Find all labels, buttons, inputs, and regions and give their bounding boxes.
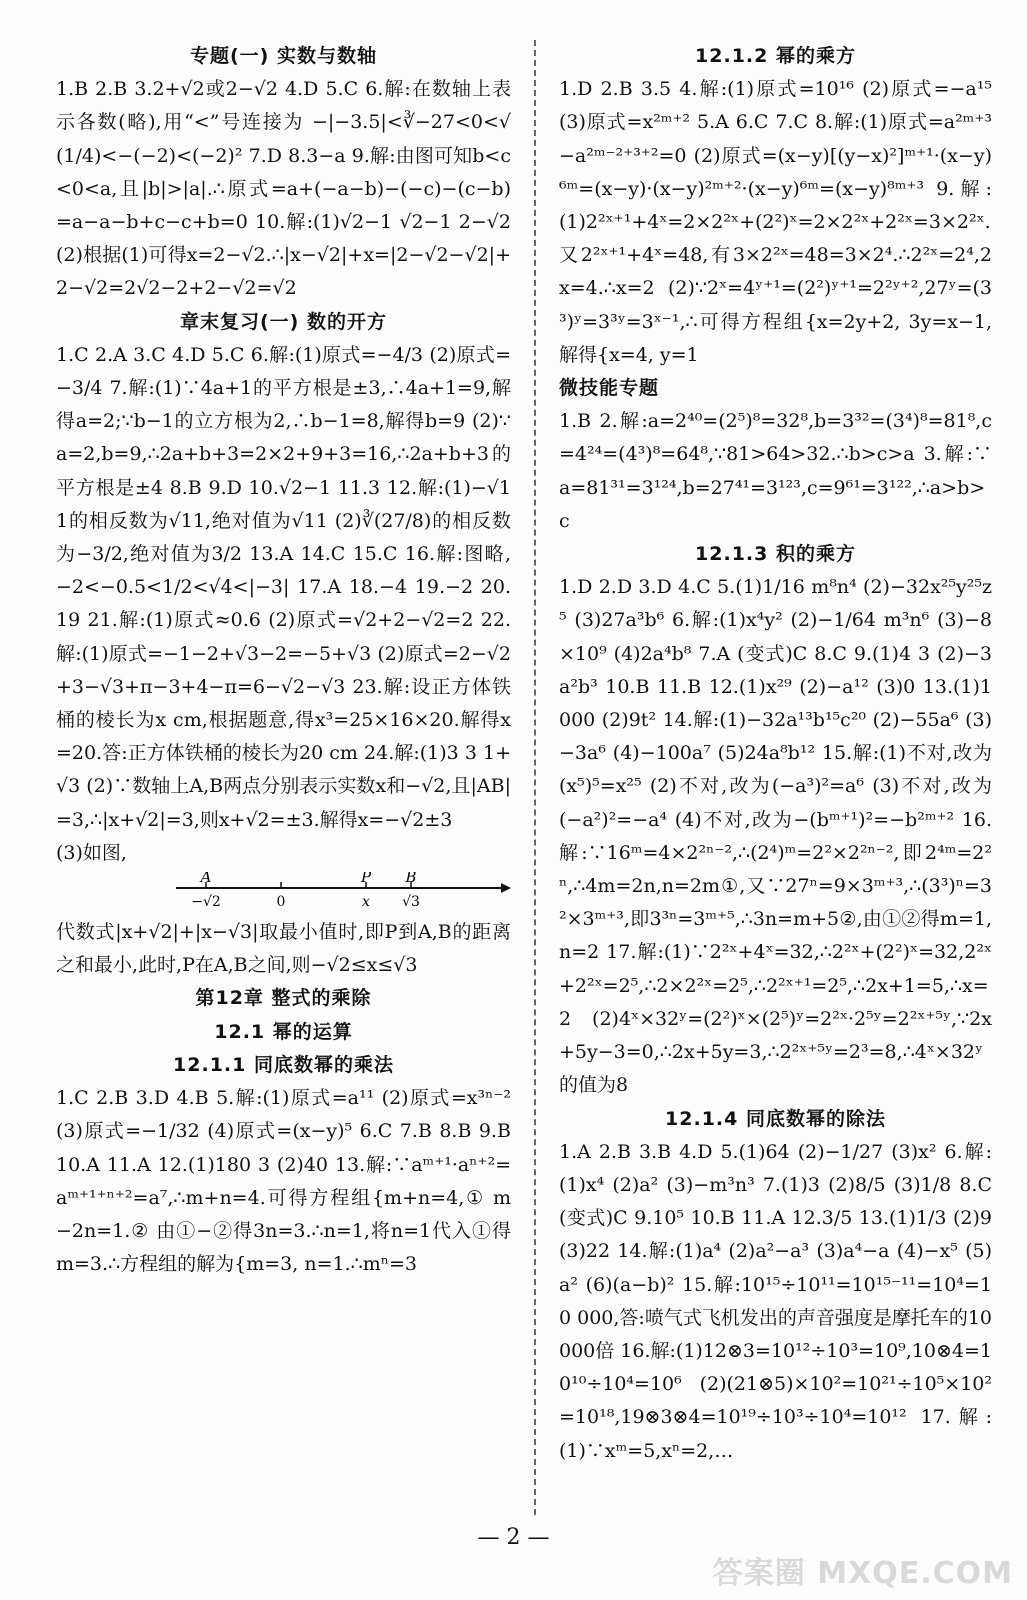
point-label-a: A [200, 872, 212, 887]
left-column [56, 40, 511, 1281]
column-divider [534, 40, 536, 1515]
watermark-logo: 答案圈 MXQE.COM [712, 1556, 1013, 1591]
page-number: — 2 — [477, 1525, 550, 1550]
subsection-title: 12.1.4 同底数幂的除法 [665, 1107, 886, 1130]
answer-paragraph: 1.A 2.B 3.B 4.D 5.(1)64 (2)−1/27 (3)x² 6.解:(1)x⁴ (2)a² (3)−m³n³ 7.(1)3 (2)8/5 (3)1/8 8.C (变式)C 9.10⁵ 10.B 11.A 12.3/5 13.(1)1/3 (2)9 (3)22 14.解:(1)a⁴ (2)a²−a³ (3)a⁴−a (4)−x⁵ (5)a² (6)(a−b)² 15.解:10¹⁵÷10¹¹=10¹⁵⁻¹¹=10⁴=10 000,答:喷气式飞机发出的声音强度是摩托车的10 000倍 16.解:(1)12⊗3=10¹²÷10³=10⁹,10⊗4=10¹⁰÷10⁴=10⁶ (2)(21⊗5)×10²=10²¹÷10⁵×10²=10¹⁸,19⊗3⊗4=10¹⁹÷10³÷10⁴=10¹² 17.解:(1)∵xᵐ=5,xⁿ=2,… [559, 1140, 993, 1462]
right-column [559, 40, 992, 1468]
answer-paragraph: 1.C 2.B 3.D 4.B 5.解:(1)原式=a¹¹ (2)原式=x³ⁿ⁻² (3)原式=−1/32 (4)原式=(x−y)⁵ 6.C 7.B 8.B 9.B 10.A 11.A 12.(1)180 3 (2)40 13.解:∵aᵐ⁺¹·aⁿ⁺²=aᵐ⁺¹⁺ⁿ⁺²=a⁷,∴m+n=4.可得方程组{m+n=4,① m−2n=1.② 由①−②得3n=3.∴n=1,将n=1代入①得m=3.∴方程组的解为{m=3, n=1.∴mⁿ=3 [56, 1087, 511, 1276]
number-line-figure [56, 872, 511, 914]
answer-paragraph: 1.D 2.D 3.D 4.C 5.(1)1/16 m⁸n⁴ (2)−32x²⁵y²⁵z⁵ (3)27a³b⁶ 6.解:(1)x⁴y² (2)−1/64 m³n⁶ (3)−8×10⁹ (4)2a⁴b⁸ 7.A (变式)C 8.C 9.(1)4 3 (2)−3a²b³ 10.B 11.B 12.(1)x²⁹ (2)−a¹² (3)0 13.(1)1 000 (2)9t² 14.解:(1)−32a¹³b¹⁵c²⁰ (2)−55a⁶ (3)−3a⁶ (4)−100a⁷ (5)24a⁸b¹² 15.解:(1)不对,改为(x⁵)⁵=x²⁵ (2)不对,改为(−a³)²=a⁶ (3)不对,改为(−a²)²=−a⁴ (4)不对,改为−(bᵐ⁺¹)²=−b²ᵐ⁺² 16.解:∵16ᵐ=4×2²ⁿ⁻²,∴(2⁴)ᵐ=2²×2²ⁿ⁻²,即2⁴ᵐ=2²ⁿ,∴4m=2n,n=2m①,又∵27ⁿ=9×3ᵐ⁺³,∴(3³)ⁿ=3²×3ᵐ⁺³,即3³ⁿ=3ᵐ⁺⁵,∴3n=m+5②,由①②得m=1,n=2 17.解:(1)∵2²ˣ+4ˣ=32,∴2²ˣ+(2²)ˣ=32,2²ˣ+2²ˣ=2⁵,∴2×2²ˣ=2⁵,∴2²ˣ⁺¹=2⁵,∴2x+1=5,∴x=2 (2)4ˣ×32ʸ=(2²)ˣ×(2⁵)ʸ=2²ˣ·2⁵ʸ=2²ˣ⁺⁵ʸ,∵2x+5y−3=0,∴2x+5y=3,∴2²ˣ⁺⁵ʸ=2³=8,∴4ˣ×32ʸ的值为8 [559, 576, 992, 1097]
section-title: 12.1 幂的运算 [214, 1020, 353, 1043]
chapter-title: 第12章 整式的乘除 [195, 987, 372, 1010]
point-label-p: P [360, 872, 372, 887]
answer-paragraph: 代数式|x+√2|+|x−√3|取最小值时,即P到A,B的距离之和最小,此时,P在A,B之间,则−√2≤x≤√3 [56, 921, 511, 977]
subsection-title: 12.1.3 积的乘方 [695, 543, 856, 566]
answer-paragraph: 1.B 2.解:a=2⁴⁰=(2⁵)⁸=32⁸,b=3³²=(3⁴)⁸=81⁸,c=4²⁴=(4³)⁸=64⁸,∵81>64>32.∴b>c>a 3.解:∵a=81³¹=3¹²⁴,b=27⁴¹=3¹²³,c=9⁶¹=3¹²²,∴a>b>c [559, 410, 992, 532]
section-title: 章末复习(一) 数的开方 [180, 310, 387, 333]
section-title: 专题(一) 实数与数轴 [190, 45, 377, 67]
figure-lead: (3)如图, [56, 841, 127, 864]
point-label-b: B [405, 872, 417, 887]
answer-paragraph: 1.C 2.A 3.C 4.D 5.C 6.解:(1)原式=−4/3 (2)原式=−3/4 7.解:(1)∵4a+1的平方根是±3,∴4a+1=9,解得a=2;∵b−1的立方根为2,∴b−1=8,解得b=9 (2)∵a=2,b=9,∴2a+b+3=2×2+9+3=16,∴2a+b+3的平方根是±4 8.B 9.D 10.√2−1 11.3 12.解:(1)−√11的相反数为√11,绝对值为√11 (2)∛(27/8)的相反数为−3/2,绝对值为3/2 13.A 14.C 15.C 16.解:图略,−2<−0.5<1/2<√4<|−3| 17.A 18.−4 19.−2 20.19 21.解:(1)原式≈0.6 (2)原式=√2+2−√2=2 22.解:(1)原式=−1−2+√3−2=−5+√3 (2)原式=2−√2+3−√3+π−3+4−π=6−√2−√3 23.解:设正方体铁桶的棱长为x cm,根据题意,得x³=25×16×20.解得x=20.答:正方体铁桶的棱长为20 cm 24.解:(1)3 3 1+√3 (2)∵数轴上A,B两点分别表示实数x和−√2,且|AB|=3,∴|x+√2|=3,则x+√2=±3.解得x=−√2±3 [56, 343, 511, 831]
arrow-head-icon [501, 883, 511, 893]
point-value-b: √3 [402, 894, 420, 911]
number-line-svg [56, 872, 511, 914]
answer-paragraph: 1.D 2.B 3.5 4.解:(1)原式=10¹⁶ (2)原式=−a¹⁵ (3)原式=x²ᵐ⁺² 5.A 6.C 7.C 8.解:(1)原式=a²ᵐ⁺³−a²ᵐ⁻²⁺³⁺²=0 (2)原式=(x−y)[(y−x)²]ᵐ⁺¹·(x−y)⁶ᵐ=(x−y)·(x−y)²ᵐ⁺²·(x−y)⁶ᵐ=(x−y)⁸ᵐ⁺³ 9.解:(1)2²ˣ⁺¹+4ˣ=2×2²ˣ+(2²)ˣ=2×2²ˣ+2²ˣ=3×2²ˣ.又2²ˣ⁺¹+4ˣ=48,有3×2²ˣ=48=3×2⁴.∴2²ˣ=2⁴,2x=4.∴x=2 (2)∵2ˣ=4ʸ⁺¹=(2²)ʸ⁺¹=2²ʸ⁺²,27ʸ=(3³)ʸ=3³ʸ=3ˣ⁻¹,∴可得方程组{x=2y+2, 3y=x−1,解得{x=4, y=1 [559, 78, 992, 366]
point-value-a: −√2 [191, 894, 221, 911]
answer-paragraph: 1.B 2.B 3.2+√2或2−√2 4.D 5.C 6.解:在数轴上表示各数(略),用“<”号连接为 −|−3.5|<∛−27<0<√(1/4)<−(−2)<(−2)² 7.D 8.3−a 9.解:由图可知b<c<0<a,且|b|>|a|.∴原式=a+(−a−b)−(−c)−(c−b)=a−a−b+c−c+b=0 10.解:(1)√2−1 √2−1 2−√2 (2)根据(1)可得x=2−√2.∴|x−√2|+x=|2−√2−√2|+2−√2=2√2−2+2−√2=√2 [56, 78, 511, 300]
section-title: 微技能专题 [559, 377, 660, 400]
subsection-title: 12.1.1 同底数幂的乘法 [173, 1053, 394, 1076]
point-value-p: x [362, 894, 370, 911]
subsection-title: 12.1.2 幂的乘方 [695, 45, 856, 67]
point-value-origin: 0 [276, 894, 286, 911]
